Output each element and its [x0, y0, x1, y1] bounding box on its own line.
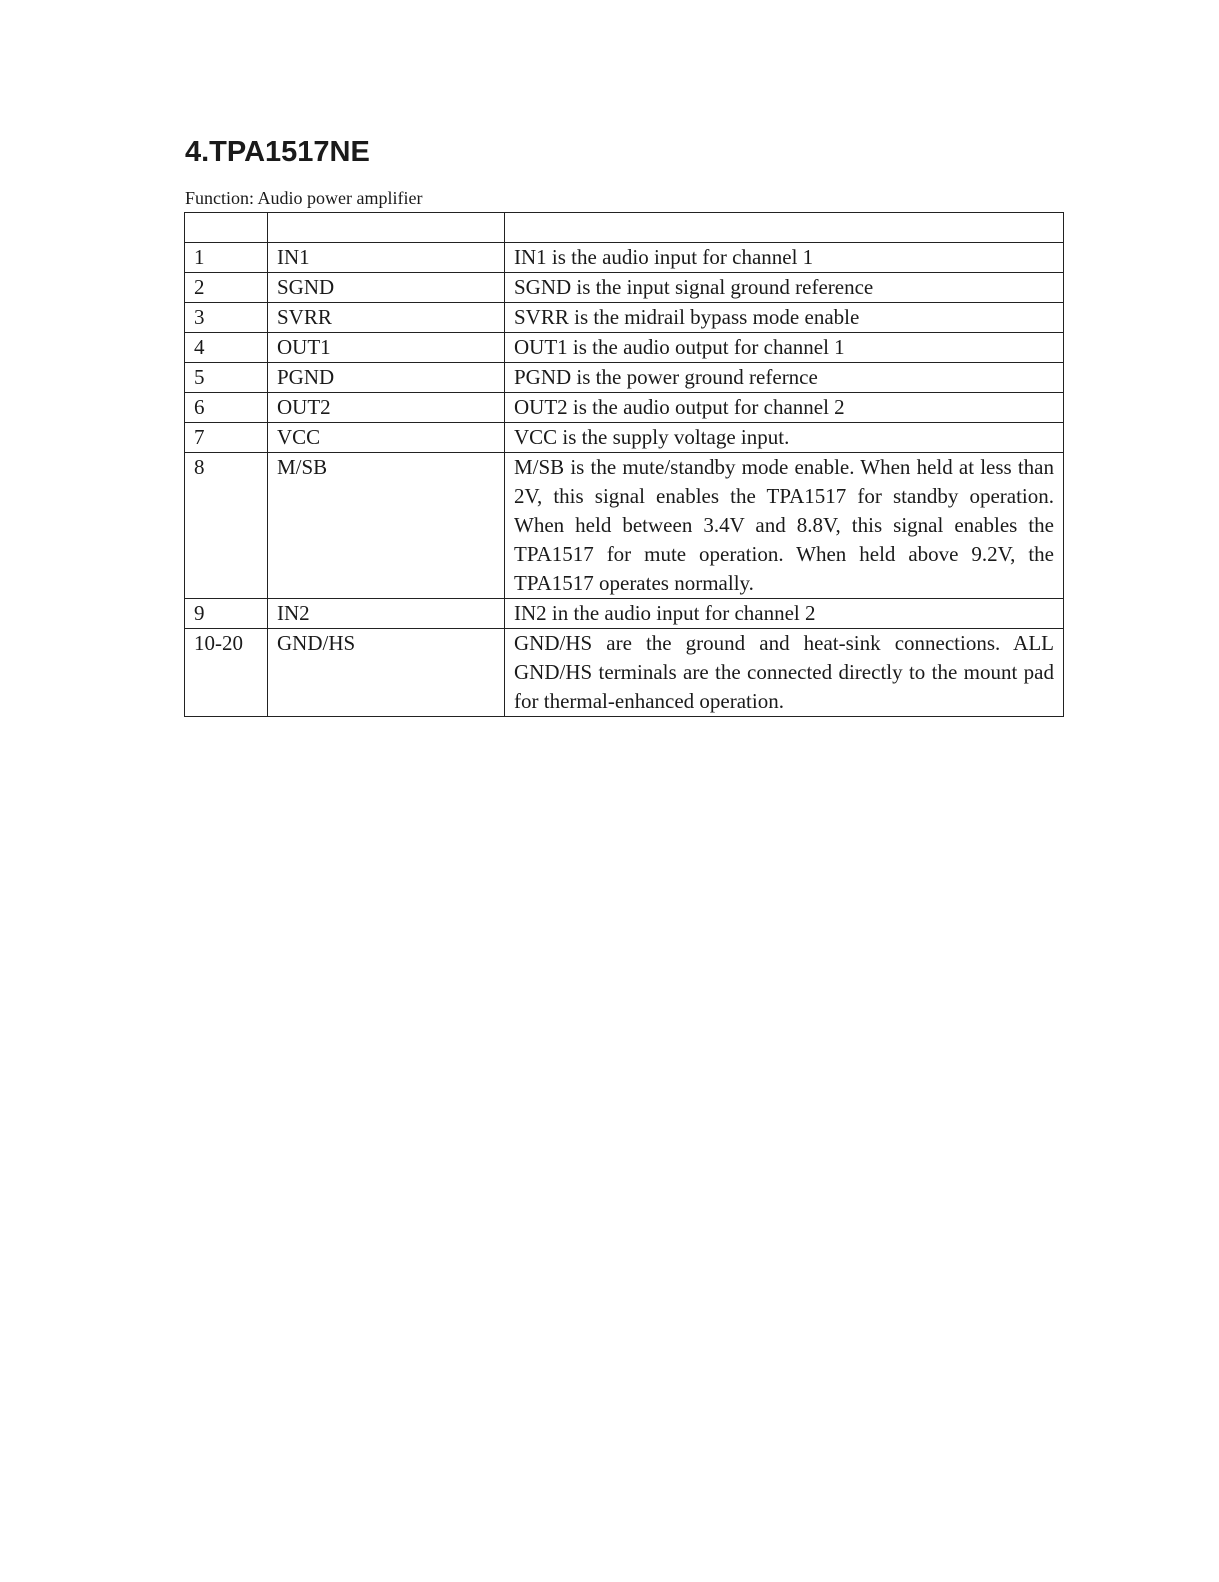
pin-description: PGND is the power ground refernce	[505, 363, 1064, 393]
table-row	[185, 243, 1064, 273]
pin-number: 8	[185, 453, 268, 599]
table-row	[185, 393, 1064, 423]
pin-description: IN2 in the audio input for channel 2	[505, 599, 1064, 629]
pin-number: 7	[185, 423, 268, 453]
pin-number: 6	[185, 393, 268, 423]
pin-description: IN1 is the audio input for channel 1	[505, 243, 1064, 273]
header-cell-description	[505, 213, 1064, 243]
table-row	[185, 453, 1064, 599]
pin-name: GND/HS	[268, 629, 505, 717]
pin-name: OUT1	[268, 333, 505, 363]
pin-name: SVRR	[268, 303, 505, 333]
table-row	[185, 423, 1064, 453]
pin-number: 3	[185, 303, 268, 333]
pin-name: IN2	[268, 599, 505, 629]
header-cell-name	[268, 213, 505, 243]
table-header-row	[185, 213, 1064, 243]
function-description: Function: Audio power amplifier	[185, 188, 423, 208]
pin-description: M/SB is the mute/standby mode enable. When held at less than 2V, this signal enables the TPA1517 for standby operation. When held between 3.4V and 8.8V, this signal enables the TPA1517 for mute operation. When held above 9.2V, the TPA1517 operates normally.	[505, 453, 1064, 599]
pin-name: M/SB	[268, 453, 505, 599]
table-row	[185, 599, 1064, 629]
table-row	[185, 303, 1064, 333]
table-row	[185, 273, 1064, 303]
pin-name: PGND	[268, 363, 505, 393]
pin-table	[184, 212, 1064, 717]
pin-number: 9	[185, 599, 268, 629]
table-row	[185, 333, 1064, 363]
pin-description: SGND is the input signal ground reference	[505, 273, 1064, 303]
pin-number: 2	[185, 273, 268, 303]
pin-name: OUT2	[268, 393, 505, 423]
pin-description: OUT1 is the audio output for channel 1	[505, 333, 1064, 363]
pin-description: VCC is the supply voltage input.	[505, 423, 1064, 453]
pin-description: GND/HS are the ground and heat-sink connections. ALL GND/HS terminals are the connected directly to the mount pad for thermal-enhanced operation.	[505, 629, 1064, 717]
pin-description: OUT2 is the audio output for channel 2	[505, 393, 1064, 423]
pin-number: 4	[185, 333, 268, 363]
table-row	[185, 363, 1064, 393]
pin-number: 5	[185, 363, 268, 393]
pin-number: 1	[185, 243, 268, 273]
page-title: 4.TPA1517NE	[185, 136, 370, 168]
table-row	[185, 629, 1064, 717]
pin-name: IN1	[268, 243, 505, 273]
pin-number: 10-20	[185, 629, 268, 717]
pin-description: SVRR is the midrail bypass mode enable	[505, 303, 1064, 333]
pin-name: VCC	[268, 423, 505, 453]
pin-name: SGND	[268, 273, 505, 303]
header-cell-pin	[185, 213, 268, 243]
